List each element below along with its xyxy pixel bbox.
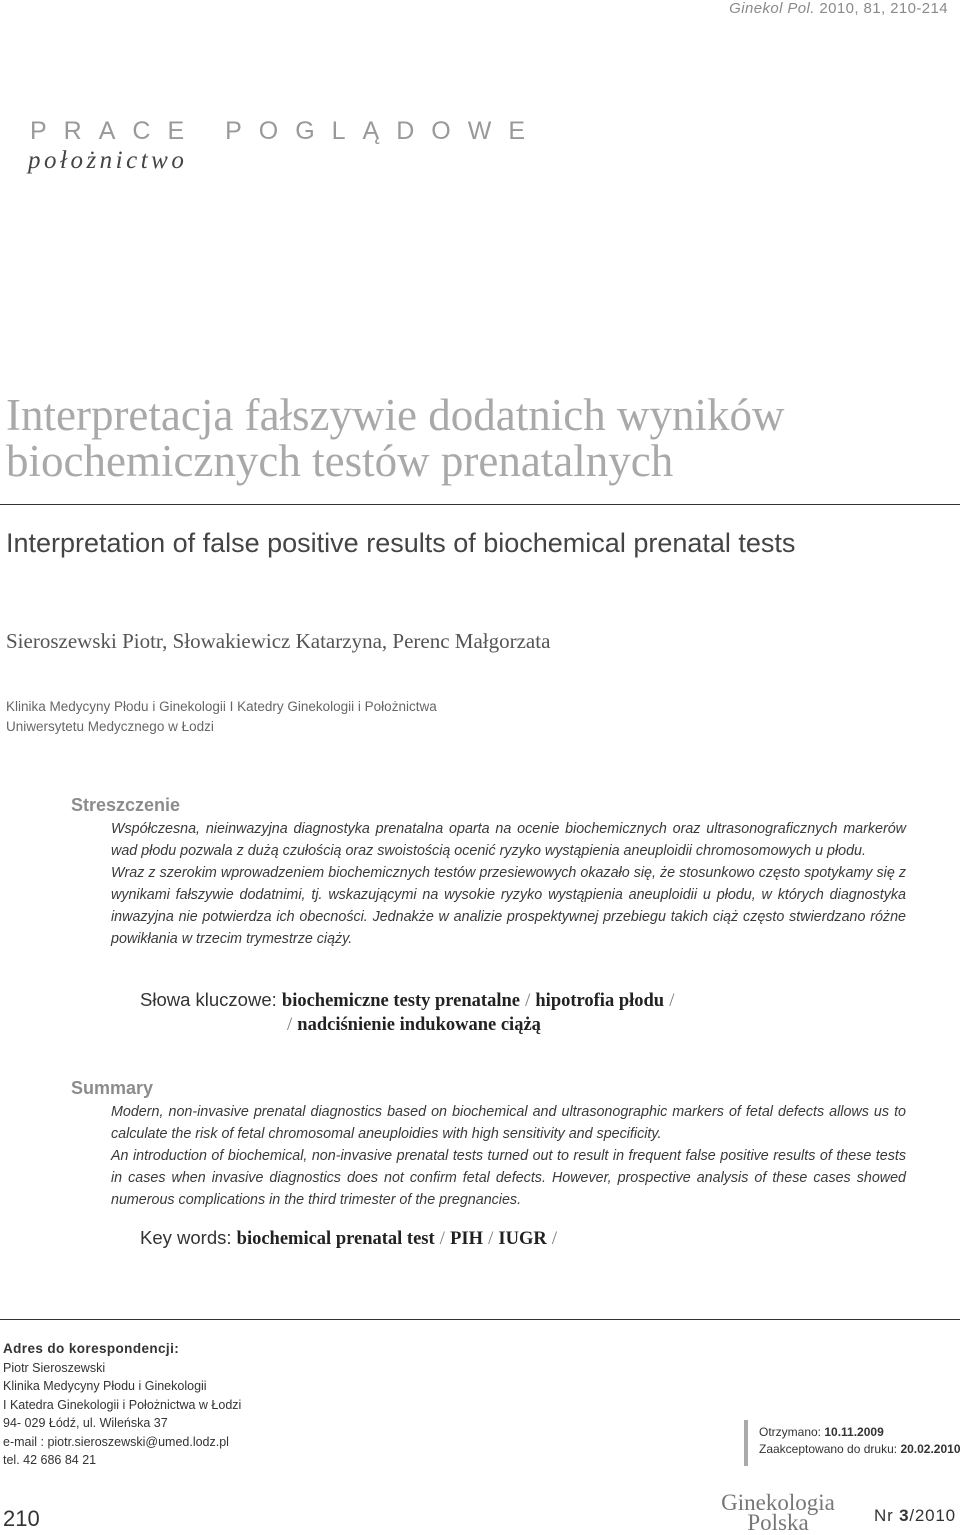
keyword-separator: /: [525, 991, 531, 1011]
streszczenie-paragraph-1: Współczesna, nieinwazyjna diagnostyka prenatalna oparta na ocenie biochemicznych oraz ultrasonograficznych markerów wad płodu pozwala z dużą czułością oraz swoistością ocenić ryzyko wystąpienia aneuploidii chromosomowych u płodu.: [111, 821, 906, 859]
title-divider: [0, 504, 960, 505]
footer-divider: [0, 1319, 960, 1320]
keyword-en-3: IUGR: [498, 1229, 547, 1249]
streszczenie-paragraph-2: Wraz z szerokim wprowadzeniem biochemicznych testów przesiewowych okazało się, że stosunkowo często spotykamy się z wynikami fałszywie dodatnimi, tj. wskazującymi na wysokie ryzyko wystąpienia aneuploidii u płodu, w których diagnostyka inwazyjna nie potwierdza ich obecności. Jednakże w analizie prospektywnej przebiegu takich ciąż często stwierdzano różne powikłania w trzecim trymestrze ciąży.: [111, 865, 906, 947]
title-pl-line-2: biochemicznych testów prenatalnych: [6, 436, 674, 486]
issue-number: 3: [899, 1506, 910, 1525]
keyword-separator: /: [551, 1229, 557, 1249]
issue-year: /2010: [909, 1506, 956, 1525]
keyword-separator: /: [669, 991, 675, 1011]
page-number: 210: [3, 1506, 40, 1531]
keywords-pl-line-2: [287, 1012, 541, 1037]
journal-logo: [718, 1490, 838, 1535]
affiliation: [6, 697, 437, 737]
keywords-pl-label: Słowa kluczowe:: [140, 989, 277, 1010]
accepted-date: [759, 1441, 960, 1458]
keyword-pl-3: nadciśnienie indukowane ciążą: [297, 1015, 541, 1035]
keyword-separator: /: [439, 1229, 445, 1249]
citation-details: 2010, 81, 210-214: [819, 0, 948, 17]
keyword-separator: /: [287, 1015, 293, 1035]
article-title-english: Interpretation of false positive results of biochemical prenatal tests: [6, 528, 796, 558]
citation-journal: Ginekol Pol.: [729, 0, 815, 17]
received-value: 10.11.2009: [824, 1425, 884, 1439]
keywords-pl-line-1: [140, 988, 674, 1013]
summary-paragraph-1: Modern, non-invasive prenatal diagnostics based on biochemical and ultrasonographic markers of fetal defects allows us to calculate the risk of fetal chromosomal aneuploidies with high sensitivity and specificity.: [111, 1104, 906, 1142]
keyword-pl-2: hipotrofia płodu: [535, 991, 665, 1011]
issue-label: [874, 1506, 956, 1526]
logo-line-1: Ginekologia: [721, 1490, 835, 1515]
streszczenie-heading: Streszczenie: [71, 795, 181, 815]
journal-citation: [729, 0, 948, 17]
keyword-pl-1: biochemiczne testy prenatalne: [281, 991, 520, 1011]
summary-body: [111, 1101, 906, 1211]
title-pl-line-1: Interpretacja fałszywie dodatnich wyników: [6, 390, 785, 440]
accepted-value: 20.02.2010: [900, 1442, 960, 1456]
logo-line-2: Polska: [747, 1510, 809, 1535]
article-title-polish: [6, 392, 956, 484]
correspondence-line: 94- 029 Łódź, ul. Wileńska 37: [3, 1416, 168, 1430]
correspondence-line: Piotr Sieroszewski: [3, 1360, 106, 1375]
keyword-separator: /: [488, 1229, 494, 1249]
correspondence-line: Klinika Medycyny Płodu i Ginekologii: [3, 1379, 207, 1393]
streszczenie-body: [111, 818, 906, 950]
keyword-en-2: PIH: [450, 1229, 483, 1249]
summary-heading: Summary: [71, 1078, 154, 1098]
correspondence-line: I Katedra Ginekologii i Położnictwa w Łodzi: [3, 1397, 242, 1412]
received-label: Otrzymano:: [759, 1425, 822, 1439]
correspondence-email: e-mail : piotr.sieroszewski@umed.lodz.pl: [3, 1434, 229, 1449]
correspondence-heading: Adres do korespondencji:: [3, 1341, 180, 1356]
summary-paragraph-2: An introduction of biochemical, non-invasive prenatal tests turned out to result in frequent false positive results of these tests in cases when invasive diagnostics does not confirm fetal defects. However, prospective analysis of these cases showed numerous complications in the third trimester of the pregnancies.: [111, 1148, 906, 1208]
correspondence-block: [3, 1340, 241, 1470]
keywords-en: [140, 1226, 557, 1251]
issue-prefix: Nr: [874, 1506, 894, 1525]
affiliation-line-2: Uniwersytetu Medycznego w Łodzi: [6, 719, 214, 734]
keyword-en-1: biochemical prenatal test: [236, 1229, 435, 1249]
accepted-label: Zaakceptowano do druku:: [759, 1442, 898, 1456]
received-date: [759, 1424, 960, 1441]
affiliation-line-1: Klinika Medycyny Płodu i Ginekologii I Katedry Ginekologii i Położnictwa: [6, 699, 437, 714]
dates-block: [759, 1424, 960, 1458]
correspondence-phone: tel. 42 686 84 21: [3, 1453, 97, 1467]
dates-accent-bar: [744, 1420, 748, 1466]
authors: Sieroszewski Piotr, Słowakiewicz Katarzyna, Perenc Małgorzata: [6, 629, 551, 653]
subsection-label: położnictwo: [28, 147, 188, 174]
section-label: PRACE POGLĄDOWE: [30, 117, 542, 145]
keywords-en-label: Key words:: [140, 1227, 232, 1248]
